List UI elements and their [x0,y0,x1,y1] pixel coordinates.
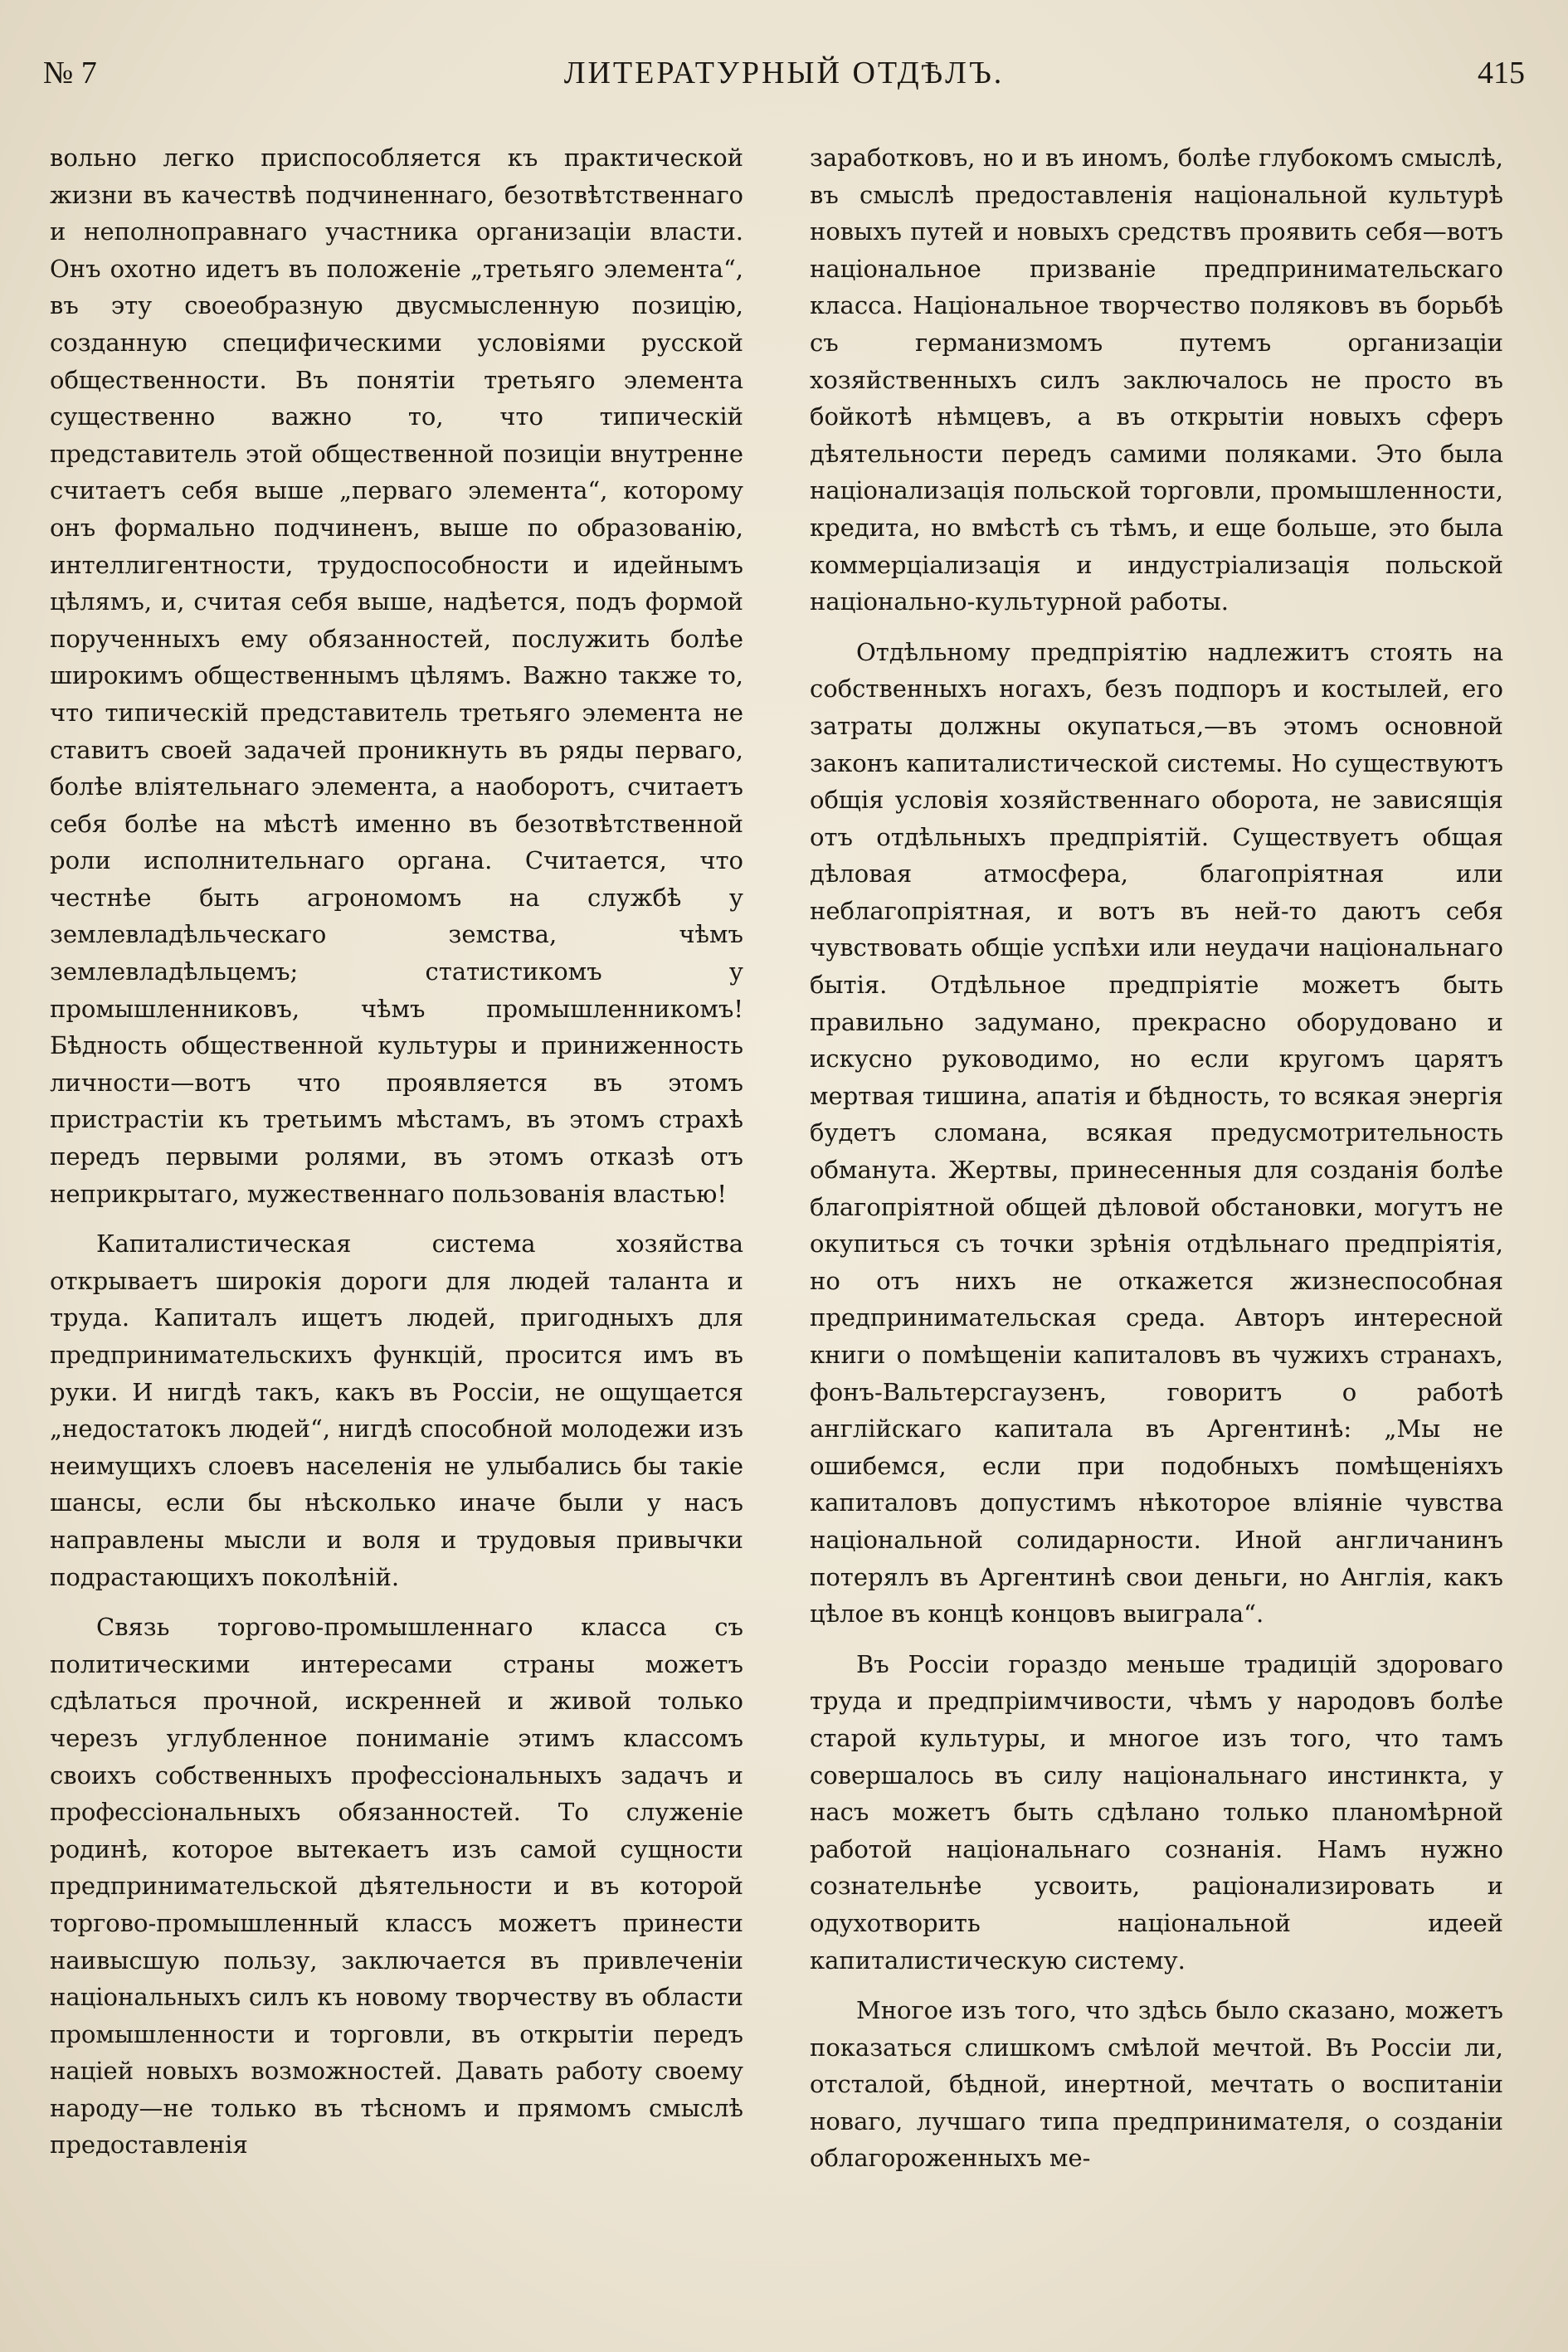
paragraph: Отдѣльному предпріятію надлежитъ стоять на собственныхъ ногахъ, безъ подпоръ и костылей, его затраты должны окупаться,—въ этомъ основной законъ капиталистической системы. Но существуютъ общія условія хозяйственнаго оборота, не зависящія отъ отдѣльныхъ предпріятій. Существуетъ общая дѣловая атмосфера, благопріятная или неблагопріятная, и вотъ въ ней-то даютъ себя чувствовать общіе успѣхи или неудачи національнаго бытія. Отдѣльное предпріятіе можетъ быть правильно задумано, прекрасно оборудовано и искусно руководимо, но если кругомъ царятъ мертвая тишина, апатія и бѣдность, то всякая энергія будетъ сломана, всякая предусмотрительность обманута. Жертвы, принесенныя для созданія болѣе благопріятной общей дѣловой обстановки, могутъ не окупиться съ точки зрѣнія отдѣльнаго предпріятія, но отъ нихъ не откажется жизнеспособная предпринимательская среда. Авторъ интересной книги о помѣщеніи капиталовъ въ чужихъ странахъ, фонъ-Вальтерсгаузенъ, говоритъ о работѣ англійскаго капитала въ Аргентинѣ: „Мы не ошибемся, если при подобныхъ помѣщеніяхъ капиталовъ допустимъ нѣкоторое вліяніе чувства національной солидарности. Иной англичанинъ потерялъ въ Аргентинѣ свои деньги, но Англія, какъ цѣлое въ концѣ концовъ выиграла“. [810,637,1503,1629]
paragraph: Капиталистическая система хозяйства открываетъ широкія дороги для людей таланта и труда. Капиталъ ищетъ людей, пригодныхъ для предпринимательскихъ функцій, просится имъ въ руки. И нигдѣ такъ, какъ въ Россіи, не ощущается „недостатокъ людей“, нигдѣ способной молодежи изъ неимущихъ слоевъ населенія не улыбались бы такіе шансы, если бы нѣсколько иначе были у насъ направлены мысли и воля и трудовыя привычки подрастающихъ поколѣній. [50,1230,743,1591]
left-column [50,139,743,2164]
page-number: 415 [1478,56,1525,90]
section-title: ЛИТЕРАТУРНЫЙ ОТДѢЛЪ. [563,56,1005,90]
right-column [810,139,1503,2177]
paragraph: Связь торгово-промышленнаго класса съ политическими интересами страны можетъ сдѣлаться прочной, искренней и живой только черезъ углубленное пониманіе этимъ классомъ своихъ собственныхъ профессіональныхъ задачъ и профессіональныхъ обязанностей. То служеніе родинѣ, которое вытекаетъ изъ самой сущности предпринимательской дѣятельности и въ которой торгово-промышленный классъ можетъ принести наивысшую пользу, заключается въ привлеченіи національныхъ силъ къ новому творчеству въ области промышленности и торговли, въ открытіи передъ націей новыхъ возможностей. Давать работу своему народу—не только въ тѣсномъ и прямомъ смыслѣ предоставленія [50,1613,743,2160]
paragraph: Въ Россіи гораздо меньше традицій здороваго труда и предпріимчивости, чѣмъ у народовъ болѣе старой культуры, и многое изъ того, что тамъ совершалось въ силу національнаго инстинкта, у насъ можетъ быть сдѣлано только планомѣрной работой національнаго сознанія. Намъ нужно сознательнѣе усвоить, раціонализировать и одухотворить національной идеей капиталистическую систему. [810,1649,1503,1975]
paragraph: вольно легко приспособляется къ практической жизни въ качествѣ подчиненнаго, безотвѣтственнаго и неполноправнаго участника организаціи власти. Онъ охотно идетъ въ положеніе „третьяго элемента“, въ эту своеобразную двусмысленную позицію, созданную специфическими условіями русской общественности. Въ понятіи третьяго элемента существенно важно то, что типическій представитель этой общественной позиціи внутренне считаетъ себя выше „перваго элемента“, которому онъ формально подчиненъ, выше по образованію, интеллигентности, трудоспособности и идейнымъ цѣлямъ, и, считая себя выше, надѣется, подъ формой порученныхъ ему обязанностей, послужить болѣе широкимъ общественнымъ цѣлямъ. Важно также то, что типическій представитель третьяго элемента не ставитъ своей задачей проникнуть въ ряды перваго, болѣе вліятельнаго элемента, а наоборотъ, считаетъ себя болѣе на мѣстѣ именно въ безотвѣтственной роли исполнительнаго органа. Считается, что честнѣе быть агрономомъ на службѣ у землевладѣльческаго земства, чѣмъ землевладѣльцемъ; статистикомъ у промышленниковъ, чѣмъ промышленникомъ! Бѣдность общественной культуры и приниженность личности—вотъ что проявляется въ этомъ пристрастіи къ третьимъ мѣстамъ, въ этомъ страхѣ передъ первыми ролями, въ этомъ отказѣ отъ неприкрытаго, мужественнаго пользованія властью! [50,144,743,1208]
issue-number: № 7 [43,56,97,90]
running-header [43,55,1525,105]
paragraph: заработковъ, но и въ иномъ, болѣе глубокомъ смыслѣ, въ смыслѣ предоставленія національной культурѣ новыхъ путей и новыхъ средствъ проявить себя—вотъ національное призваніе предпринимательскаго класса. Національное творчество поляковъ въ борьбѣ съ германизмомъ путемъ организаціи хозяйственныхъ силъ заключалось не просто въ бойкотѣ нѣмцевъ, а въ открытіи новыхъ сферъ дѣятельности передъ самими поляками. Это была націонализація польской торговли, промышленности, кредита, но вмѣстѣ съ тѣмъ, и еще больше, это была коммерціализація и индустріализація польской національно-культурной работы. [810,144,1503,616]
paragraph: Многое изъ того, что здѣсь было сказано, можетъ показаться слишкомъ смѣлой мечтой. Въ Россіи ли, отсталой, бѣдной, инертной, мечтать о воспитаніи новаго, лучшаго типа предпринимателя, о созданіи облагороженныхъ ме- [810,1996,1503,2173]
